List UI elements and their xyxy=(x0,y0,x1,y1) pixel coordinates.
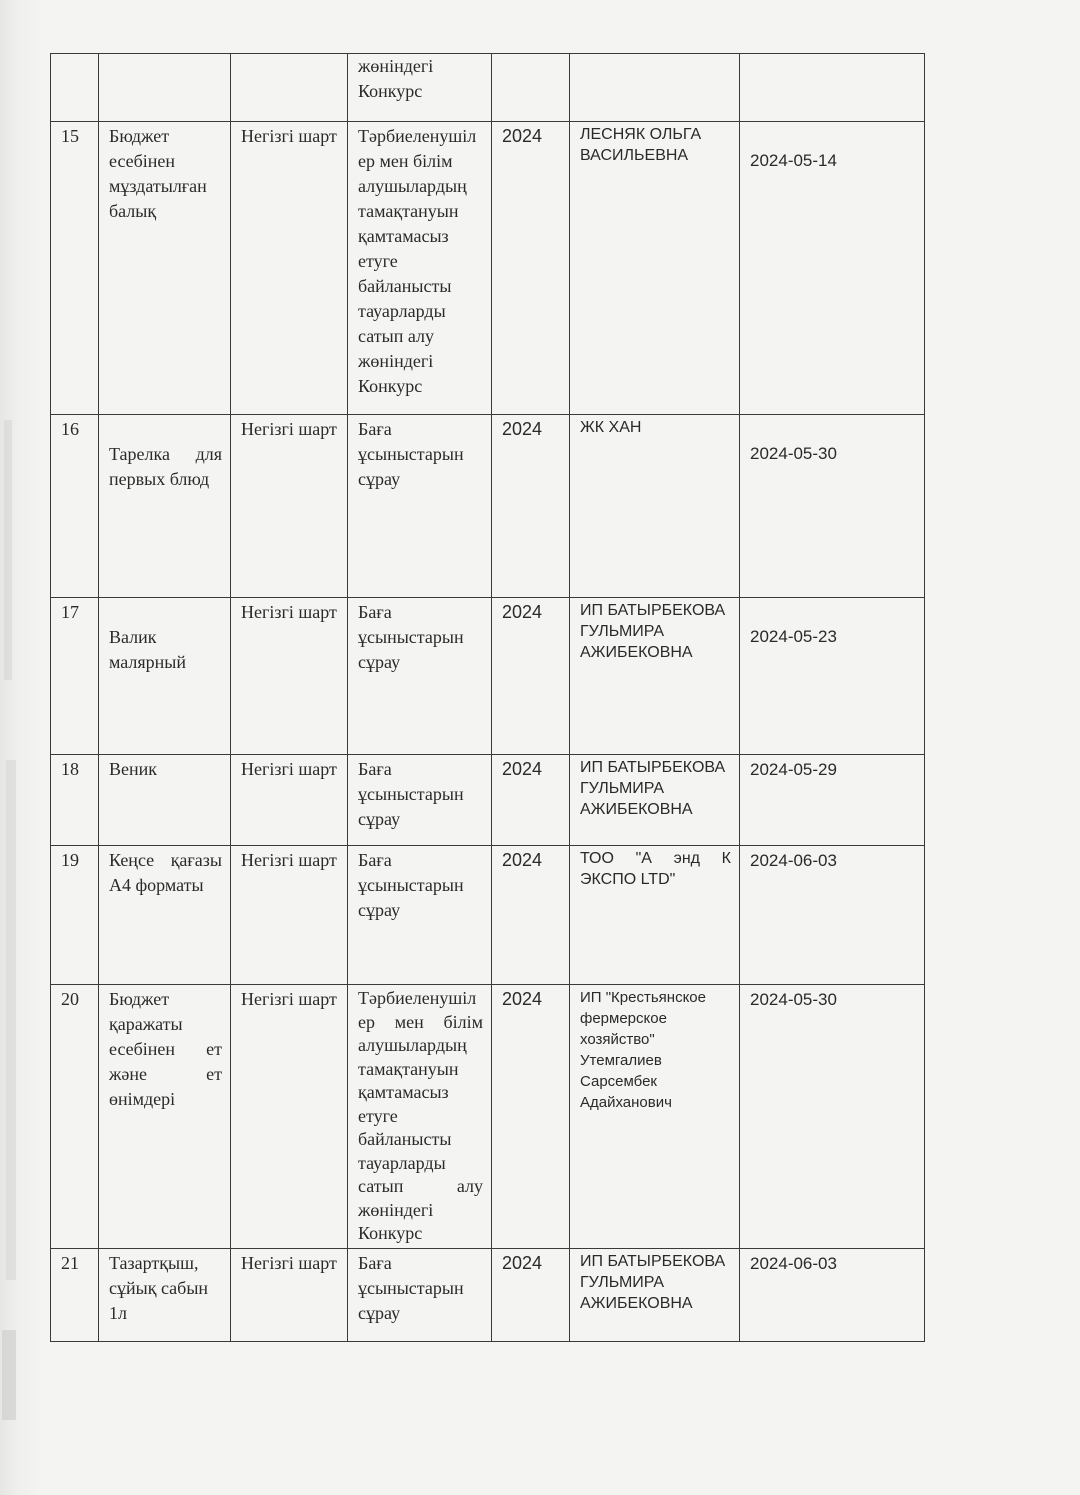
year-cell: 2024 xyxy=(492,598,570,755)
table-row xyxy=(51,755,925,846)
supplier-name: ЛЕСНЯК ОЛЬГА ВАСИЛЬЕВНА xyxy=(580,126,702,164)
date-cell xyxy=(740,598,925,755)
basis-cell: Негізгі шарт xyxy=(231,122,348,415)
procurement-table xyxy=(50,53,925,1342)
scan-smudge xyxy=(2,1330,16,1420)
number-cell: 16 xyxy=(51,415,99,598)
date-cell xyxy=(740,1248,925,1341)
contract-date: 2024-05-30 xyxy=(750,990,837,1009)
item-cell: Тазартқыш, сұйық сабын 1л xyxy=(99,1248,231,1341)
method-cell xyxy=(348,54,492,122)
year-cell: 2024 xyxy=(492,122,570,415)
contract-date: 2024-05-30 xyxy=(750,444,837,463)
item-cell: Бюджет есебінен мұздатылған балық xyxy=(99,122,231,415)
number-cell xyxy=(51,54,99,122)
date-cell xyxy=(740,846,925,985)
table-row xyxy=(51,415,925,598)
date-cell xyxy=(740,985,925,1249)
supplier-name: ТОО "А энд К ЭКСПО LTD" xyxy=(580,850,731,888)
basis-cell: Негізгі шарт xyxy=(231,846,348,985)
supplier-cell xyxy=(570,985,740,1249)
table-row xyxy=(51,1248,925,1341)
number-cell: 18 xyxy=(51,755,99,846)
year-cell: 2024 xyxy=(492,846,570,985)
method-cell: Баға ұсыныстарын сұрау xyxy=(348,755,492,846)
year-cell: 2024 xyxy=(492,755,570,846)
method-cell: Баға ұсыныстарын сұрау xyxy=(348,415,492,598)
item-cell xyxy=(99,54,231,122)
supplier-name: ИП БАТЫРБЕКОВА ГУЛЬМИРА АЖИБЕКОВНА xyxy=(580,759,726,818)
date-cell xyxy=(740,415,925,598)
date-cell xyxy=(740,755,925,846)
item-cell xyxy=(99,598,231,755)
year-cell: 2024 xyxy=(492,1248,570,1341)
year-cell: 2024 xyxy=(492,415,570,598)
basis-cell: Негізгі шарт xyxy=(231,755,348,846)
number-cell: 17 xyxy=(51,598,99,755)
supplier-cell xyxy=(570,846,740,985)
supplier-name: ИП "Крестьянское фермерское хозяйство" Утемгалиев Сарсембек Адайханович xyxy=(580,989,706,1111)
table-row xyxy=(51,598,925,755)
supplier-name: ИП БАТЫРБЕКОВА ГУЛЬМИРА АЖИБЕКОВНА xyxy=(580,602,726,661)
method-cell: Баға ұсыныстарын сұрау xyxy=(348,598,492,755)
basis-cell: Негізгі шарт xyxy=(231,598,348,755)
table-row xyxy=(51,122,925,415)
basis-cell xyxy=(231,54,348,122)
year-cell xyxy=(492,54,570,122)
number-cell: 21 xyxy=(51,1248,99,1341)
number-cell: 19 xyxy=(51,846,99,985)
basis-cell: Негізгі шарт xyxy=(231,415,348,598)
item-cell: Кеңсе қағазы А4 форматы xyxy=(99,846,231,985)
table-row xyxy=(51,846,925,985)
method-cell: Тәрбиеленушілер мен білім алушылардың тамақтануын қамтамасыз етуге байланысты тауарларды сатып алу жөніндегі Конкурс xyxy=(348,985,492,1249)
table-row xyxy=(51,985,925,1249)
method-cell: Баға ұсыныстарын сұрау xyxy=(348,1248,492,1341)
item-cell xyxy=(99,415,231,598)
contract-date: 2024-05-14 xyxy=(750,151,837,170)
method-text: жөніндегі Конкурс xyxy=(358,56,434,101)
supplier-cell xyxy=(570,598,740,755)
supplier-cell xyxy=(570,415,740,598)
scan-smudge xyxy=(6,760,16,1280)
contract-date: 2024-05-23 xyxy=(750,627,837,646)
supplier-cell xyxy=(570,122,740,415)
supplier-name: ИП БАТЫРБЕКОВА ГУЛЬМИРА АЖИБЕКОВНА xyxy=(580,1252,726,1312)
item-name: Валик малярный xyxy=(109,627,187,672)
supplier-cell xyxy=(570,54,740,122)
supplier-cell xyxy=(570,755,740,846)
date-cell xyxy=(740,54,925,122)
contract-date: 2024-06-03 xyxy=(750,1253,837,1273)
number-cell: 15 xyxy=(51,122,99,415)
method-cell: Тәрбиеленушілер мен білім алушылардың тамақтануын қамтамасыз етуге байланысты тауарларды сатып алу жөніндегі Конкурс xyxy=(348,122,492,415)
contract-date: 2024-06-03 xyxy=(750,851,837,870)
date-cell xyxy=(740,122,925,415)
year-cell: 2024 xyxy=(492,985,570,1249)
supplier-name: ЖК ХАН xyxy=(580,419,642,436)
basis-cell: Негізгі шарт xyxy=(231,985,348,1249)
basis-cell: Негізгі шарт xyxy=(231,1248,348,1341)
supplier-cell xyxy=(570,1248,740,1341)
table-row-continued xyxy=(51,54,925,122)
contract-date: 2024-05-29 xyxy=(750,760,837,779)
scan-smudge xyxy=(4,420,12,680)
item-name: Тарелка для первых блюд xyxy=(109,444,222,489)
method-cell: Баға ұсыныстарын сұрау xyxy=(348,846,492,985)
item-cell: Бюджет қаражаты есебінен ет және ет өнімдері xyxy=(99,985,231,1249)
item-cell: Веник xyxy=(99,755,231,846)
number-cell: 20 xyxy=(51,985,99,1249)
